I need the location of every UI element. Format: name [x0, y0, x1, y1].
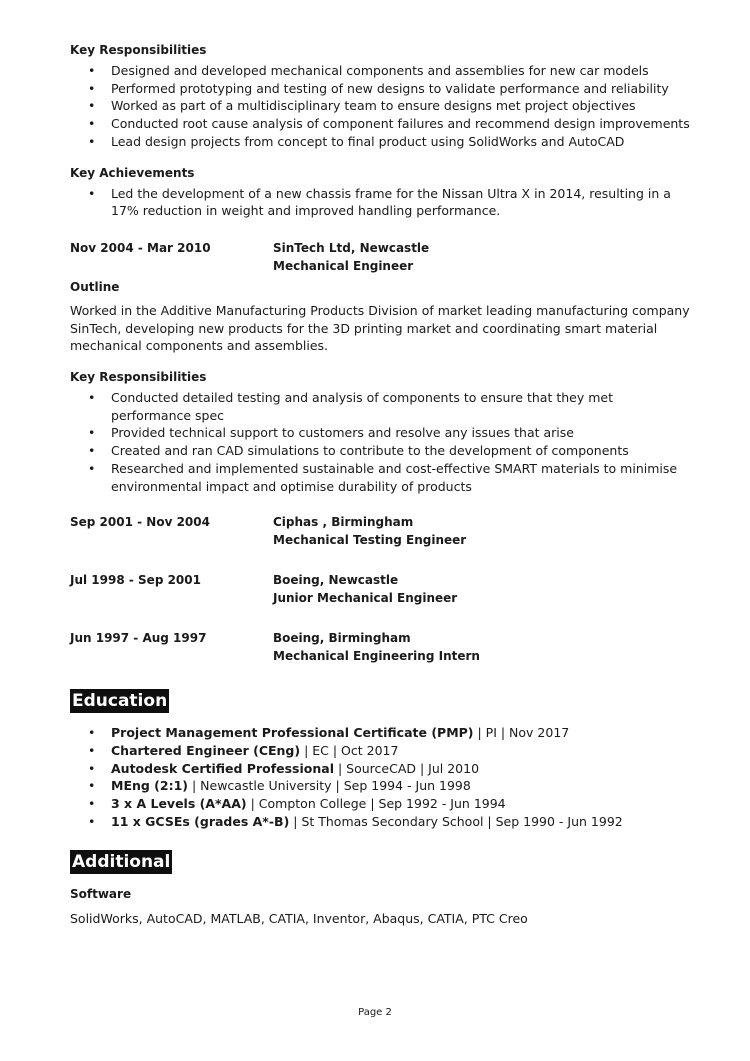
list-item: • Designed and developed mechanical components and assemblies for new car models	[70, 62, 690, 80]
qualification-name: MEng (2:1)	[111, 778, 188, 794]
list-item: • Researched and implemented sustainable and cost-effective SMART materials to minimise environmental impact and optimise durability of products	[70, 460, 690, 495]
job-info	[273, 239, 429, 275]
list-item	[70, 777, 690, 795]
qualification-details: | SourceCAD | Jul 2010	[334, 760, 480, 776]
job-company: Boeing, Birmingham	[273, 631, 411, 646]
qualification-details: | St Thomas Secondary School | Sep 1990 - Jun 1992	[289, 813, 623, 829]
list-item	[70, 742, 690, 760]
job-1-achievements-list	[70, 185, 690, 220]
list-item: • Led the development of a new chassis frame for the Nissan Ultra X in 2014, resulting in a 17% reduction in weight and improved handling performance.	[70, 185, 690, 220]
education-section	[70, 689, 690, 830]
list-item	[70, 795, 690, 813]
list-item: • Conducted detailed testing and analysis of components to ensure that they met performance spec	[70, 389, 690, 424]
additional-heading: Additional	[72, 852, 171, 873]
job-header	[70, 513, 690, 549]
education-heading: Education	[72, 691, 168, 712]
job-1-section	[70, 42, 690, 220]
cv-page-content	[70, 42, 690, 928]
list-item: • Worked as part of a multidisciplinary team to ensure designs met project objectives	[70, 97, 690, 115]
list-item	[70, 724, 690, 742]
job-dates: Jun 1997 - Aug 1997	[70, 631, 207, 646]
job-2-section	[70, 239, 690, 495]
job-dates: Sep 2001 - Nov 2004	[70, 515, 210, 530]
job-dates: Nov 2004 - Mar 2010	[70, 240, 211, 255]
job-2-responsibilities-list	[70, 389, 690, 495]
key-responsibilities-heading: Key Responsibilities	[70, 43, 207, 57]
additional-section	[70, 850, 690, 928]
job-title: Mechanical Testing Engineer	[273, 533, 467, 548]
qualification-details: | Compton College | Sep 1992 - Jun 1994	[246, 796, 506, 812]
qualification-name: 11 x GCSEs (grades A*-B)	[111, 813, 290, 829]
list-item: • Conducted root cause analysis of component failures and recommend design improvements	[70, 115, 690, 133]
job-company: Boeing, Newcastle	[273, 573, 399, 588]
key-achievements-heading: Key Achievements	[70, 165, 195, 180]
outline-text: Worked in the Additive Manufacturing Products Division of market leading manufacturing company SinTech, developing new products for the 3D printing market and coordinating smart material mechanical components and assemblies.	[70, 302, 690, 354]
page-number: Page 2	[358, 1007, 392, 1018]
job-info	[273, 513, 466, 549]
qualification-name: Autodesk Certified Professional	[111, 760, 334, 776]
list-item: • Performed prototyping and testing of new designs to validate performance and reliability	[70, 80, 690, 98]
education-list	[70, 724, 690, 830]
job-company: Ciphas , Birmingham	[273, 515, 414, 530]
job-info	[273, 629, 480, 665]
software-list: SolidWorks, AutoCAD, MATLAB, CATIA, Inventor, Abaqus, CATIA, PTC Creo	[70, 911, 528, 927]
job-title: Mechanical Engineering Intern	[273, 649, 480, 664]
job-header	[70, 571, 690, 607]
qualification-details: | Newcastle University | Sep 1994 - Jun 1998	[188, 778, 471, 794]
job-info	[273, 571, 457, 607]
list-item: • Lead design projects from concept to final product using SolidWorks and AutoCAD	[70, 133, 690, 151]
list-item: • Provided technical support to customers and resolve any issues that arise	[70, 424, 690, 442]
job-dates: Jul 1998 - Sep 2001	[70, 573, 201, 588]
qualification-details: | EC | Oct 2017	[300, 742, 399, 758]
outline-heading: Outline	[70, 279, 120, 294]
job-title: Junior Mechanical Engineer	[273, 591, 458, 606]
qualification-name: 3 x A Levels (A*AA)	[111, 796, 247, 812]
job-1-responsibilities-list	[70, 62, 690, 151]
qualification-name: Chartered Engineer (CEng)	[111, 742, 301, 758]
qualification-name: Project Management Professional Certificate (PMP)	[111, 725, 474, 741]
list-item: • Created and ran CAD simulations to contribute to the development of components	[70, 442, 690, 460]
key-responsibilities-heading: Key Responsibilities	[70, 370, 207, 385]
list-item	[70, 760, 690, 778]
job-header	[70, 239, 690, 275]
list-item	[70, 813, 690, 831]
software-heading: Software	[70, 887, 132, 902]
job-header	[70, 629, 690, 665]
job-company: SinTech Ltd, Newcastle	[273, 240, 430, 255]
job-title: Mechanical Engineer	[273, 258, 414, 273]
qualification-details: | PI | Nov 2017	[473, 725, 570, 741]
previous-roles-section	[70, 513, 690, 665]
